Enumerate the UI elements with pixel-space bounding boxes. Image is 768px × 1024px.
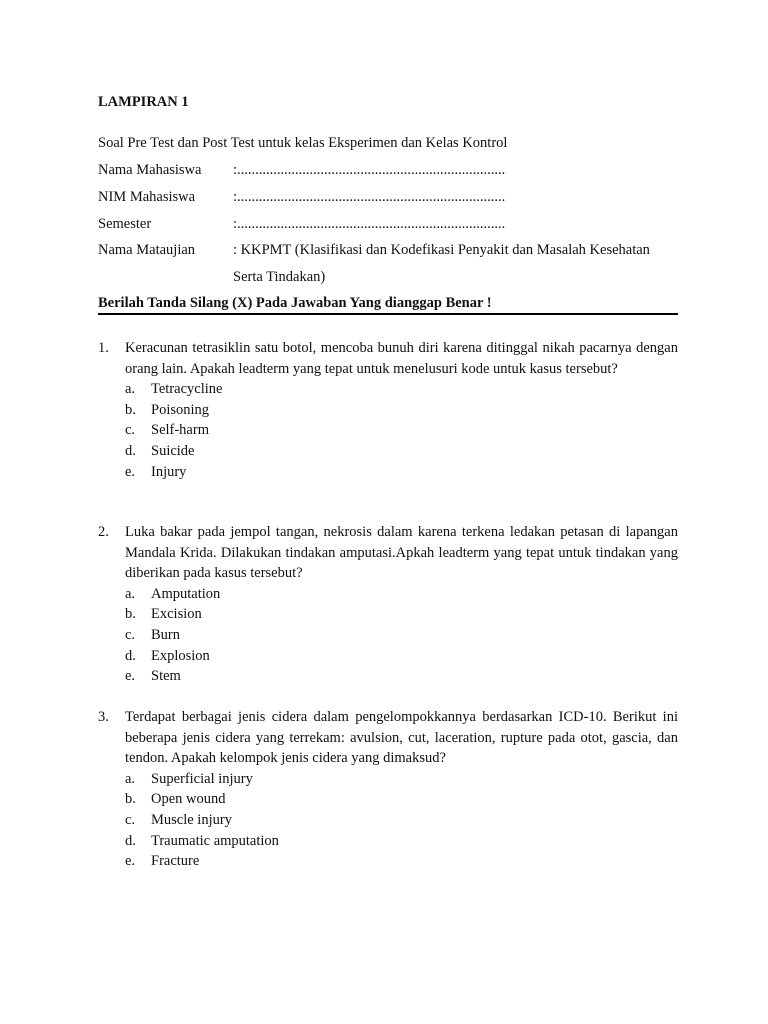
option-text: Burn xyxy=(151,626,180,643)
intro-text: Soal Pre Test dan Post Test untuk kelas Eksperimen dan Kelas Kontrol xyxy=(98,135,508,151)
option-text: Injury xyxy=(151,463,187,480)
option-letter: b. xyxy=(125,791,136,808)
question-text: Luka bakar pada jempol tangan, nekrosis dalam karena terkena ledakan petasan di lapangan Mandala Krida. Dilakukan tindakan amputasi.Apkah leadterm yang tepat untuk tindakan yang diberikan pada kasus tersebut? xyxy=(125,524,678,582)
option-b[interactable] xyxy=(125,789,678,810)
option-a[interactable] xyxy=(125,379,678,400)
question-text: Terdapat berbagai jenis cidera dalam pengelompokkannya berdasarkan ICD-10. Berikut ini beberapa jenis cidera yang terrekam: avulsion, cut, laceration, rupture pada otot, gascia, dan tendon. Apakah kelompok jenis cidera yang dimaksud? xyxy=(125,709,678,767)
option-e[interactable] xyxy=(125,851,678,872)
field-label: Semester xyxy=(98,216,152,232)
option-text: Poisoning xyxy=(151,401,210,418)
question-2 xyxy=(98,522,678,687)
option-text: Suicide xyxy=(151,442,195,459)
option-letter: e. xyxy=(125,668,136,685)
option-text: Superficial injury xyxy=(151,770,253,787)
option-text: Explosion xyxy=(151,647,210,664)
option-text: Amputation xyxy=(151,585,221,602)
option-b[interactable] xyxy=(125,400,678,421)
option-letter: e. xyxy=(125,853,136,870)
option-letter: c. xyxy=(125,626,136,643)
option-text: Self-harm xyxy=(151,422,209,439)
option-letter: b. xyxy=(125,606,136,623)
option-c[interactable] xyxy=(125,810,678,831)
option-list xyxy=(125,769,678,872)
option-letter: a. xyxy=(125,381,136,398)
question-number: 1. xyxy=(98,340,109,356)
option-e[interactable] xyxy=(125,666,678,687)
question-3 xyxy=(98,707,678,872)
option-c[interactable] xyxy=(125,625,678,646)
option-letter: c. xyxy=(125,422,136,439)
option-letter: e. xyxy=(125,463,136,480)
field-label: NIM Mahasiswa xyxy=(98,189,196,205)
field-label: Nama Mahasiswa xyxy=(98,162,202,178)
option-text: Muscle injury xyxy=(151,811,232,828)
option-letter: d. xyxy=(125,442,136,459)
question-text: Keracunan tetrasiklin satu botol, mencoba bunuh diri karena ditinggal nikah pacarnya dengan orang lain. Apakah leadterm yang tepat untuk menelusuri kode untuk kasus tersebut? xyxy=(125,340,678,377)
instruction-text: Berilah Tanda Silang (X) Pada Jawaban Yang dianggap Benar ! xyxy=(98,295,492,311)
field-value: :.......................................................................... xyxy=(233,189,506,205)
field-label: Nama Mataujian xyxy=(98,242,196,258)
option-a[interactable] xyxy=(125,584,678,605)
option-list xyxy=(125,379,678,482)
option-text: Tetracycline xyxy=(151,381,223,398)
question-number: 3. xyxy=(98,709,109,725)
option-letter: d. xyxy=(125,647,136,664)
option-letter: c. xyxy=(125,811,136,828)
option-text: Excision xyxy=(151,606,202,623)
option-d[interactable] xyxy=(125,441,678,462)
option-d[interactable] xyxy=(125,646,678,667)
option-d[interactable] xyxy=(125,831,678,852)
field-value: :.......................................................................... xyxy=(233,216,506,232)
option-letter: a. xyxy=(125,585,136,602)
field-value-continuation: Serta Tindakan) xyxy=(233,269,326,285)
option-letter: d. xyxy=(125,832,136,849)
field-value: : KKPMT (Klasifikasi dan Kodefikasi Penyakit dan Masalah Kesehatan xyxy=(233,242,650,258)
option-text: Fracture xyxy=(151,853,200,870)
page-title: LAMPIRAN 1 xyxy=(98,94,189,110)
option-b[interactable] xyxy=(125,604,678,625)
option-a[interactable] xyxy=(125,769,678,790)
option-c[interactable] xyxy=(125,420,678,441)
option-list xyxy=(125,584,678,687)
divider xyxy=(98,313,678,315)
option-text: Stem xyxy=(151,668,181,685)
option-text: Open wound xyxy=(151,791,226,808)
option-letter: a. xyxy=(125,770,136,787)
field-value: :.......................................................................... xyxy=(233,162,506,178)
option-letter: b. xyxy=(125,401,136,418)
option-e[interactable] xyxy=(125,462,678,483)
question-number: 2. xyxy=(98,524,109,540)
question-1 xyxy=(98,338,678,482)
option-text: Traumatic amputation xyxy=(151,832,279,849)
